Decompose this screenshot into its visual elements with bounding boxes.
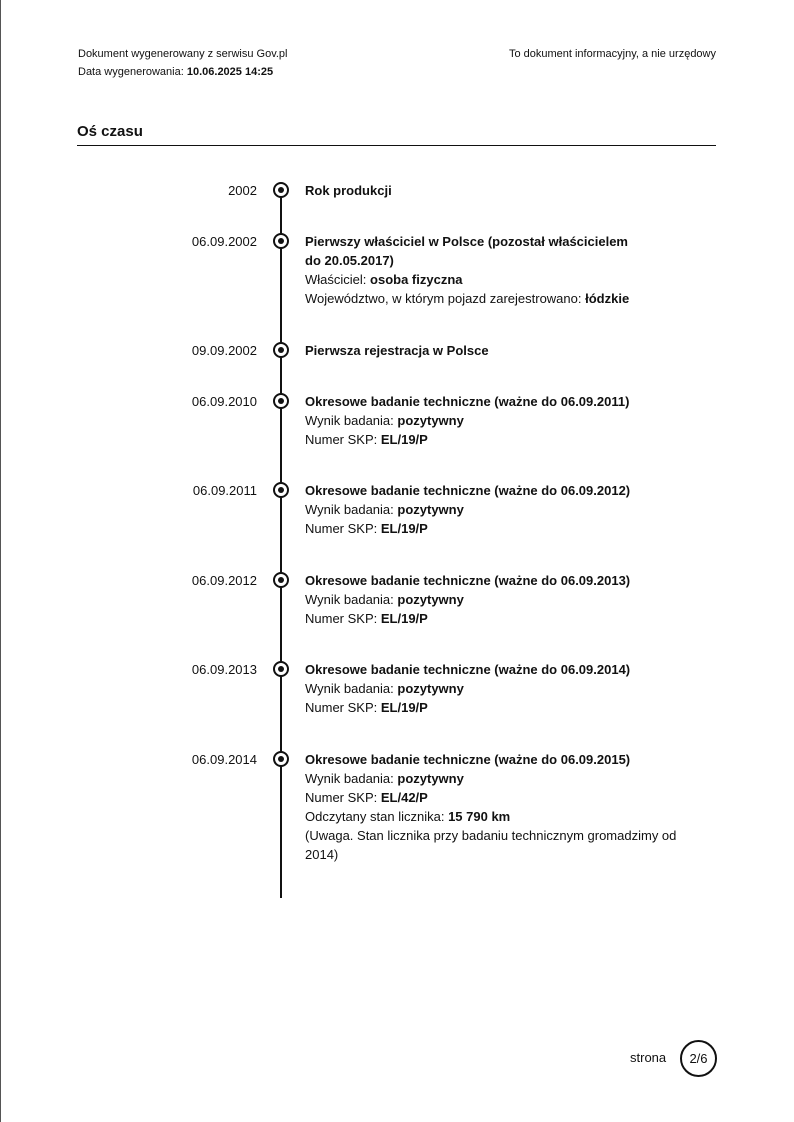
timeline-marker-icon — [273, 661, 289, 677]
event-title: Okresowe badanie techniczne (ważne do 06.09.2015) — [305, 752, 631, 767]
event-title: Rok produkcji — [305, 183, 392, 198]
event-date: 09.09.2002 — [191, 343, 257, 358]
detail-value: EL/42/P — [380, 790, 428, 805]
detail-label: Wynik badania: — [305, 681, 394, 696]
event-title: Okresowe badanie techniczne (ważne do 06.09.2012) — [305, 483, 631, 498]
detail-value: EL/19/P — [380, 521, 428, 536]
event-detail — [305, 411, 685, 430]
detail-value: pozytywny — [397, 502, 464, 517]
detail-label: Właściciel: — [305, 272, 367, 287]
event-body — [305, 481, 685, 538]
detail-value: łódzkie — [585, 291, 630, 306]
event-date: 2002 — [228, 183, 257, 198]
event-body — [305, 341, 685, 360]
detail-value: pozytywny — [397, 413, 464, 428]
event-body — [305, 392, 685, 449]
event-detail — [305, 590, 685, 609]
event-detail — [305, 519, 685, 538]
event-title: Okresowe badanie techniczne (ważne do 06.09.2014) — [305, 662, 631, 677]
event-detail — [305, 788, 685, 807]
timeline-marker-icon — [273, 342, 289, 358]
detail-label: Województwo, w którym pojazd zarejestrowano: — [305, 291, 582, 306]
detail-label: Numer SKP: — [305, 432, 378, 447]
generation-date — [78, 63, 288, 81]
event-title: Okresowe badanie techniczne (ważne do 06.09.2013) — [305, 573, 631, 588]
detail-value: 15 790 km — [448, 809, 511, 824]
event-detail — [305, 609, 685, 628]
event-body — [305, 660, 685, 717]
detail-label: Wynik badania: — [305, 413, 394, 428]
event-title: Pierwszy właściciel w Polsce (pozostał właścicielem do 20.05.2017) — [305, 234, 628, 268]
timeline-marker-icon — [273, 751, 289, 767]
generation-date-label: Data wygenerowania: — [78, 66, 184, 78]
event-body — [305, 181, 685, 200]
event-date: 06.09.2013 — [191, 662, 257, 677]
page-label: strona — [630, 1050, 667, 1065]
detail-value: osoba fizyczna — [370, 272, 463, 287]
detail-value: EL/19/P — [380, 700, 428, 715]
timeline-marker-icon — [273, 393, 289, 409]
detail-value: EL/19/P — [380, 611, 428, 626]
event-date: 06.09.2012 — [191, 573, 257, 588]
detail-label: Odczytany stan licznika: — [305, 809, 445, 824]
event-detail — [305, 289, 685, 308]
event-detail — [305, 270, 685, 289]
event-title: Okresowe badanie techniczne (ważne do 06.09.2011) — [305, 394, 630, 409]
event-detail — [305, 807, 685, 826]
section-divider — [77, 145, 716, 146]
detail-value: pozytywny — [397, 592, 464, 607]
generation-date-value: 10.06.2025 14:25 — [186, 66, 274, 78]
detail-value: pozytywny — [397, 681, 464, 696]
timeline-marker-icon — [273, 182, 289, 198]
odometer-note: (Uwaga. Stan licznika przy badaniu technicznym gromadzimy od 2014) — [305, 828, 677, 862]
event-detail — [305, 430, 685, 449]
detail-label: Wynik badania: — [305, 592, 394, 607]
event-detail — [305, 679, 685, 698]
timeline-marker-icon — [273, 572, 289, 588]
detail-label: Wynik badania: — [305, 502, 394, 517]
event-body — [305, 750, 685, 864]
detail-label: Numer SKP: — [305, 611, 378, 626]
header-left — [78, 45, 288, 81]
event-title: Pierwsza rejestracja w Polsce — [305, 343, 489, 358]
detail-label: Wynik badania: — [305, 771, 394, 786]
event-date: 06.09.2002 — [191, 234, 257, 249]
detail-label: Numer SKP: — [305, 700, 378, 715]
event-date: 06.09.2011 — [192, 483, 257, 498]
timeline-marker-icon — [273, 233, 289, 249]
page-number: 2/6 — [689, 1051, 708, 1066]
event-body — [305, 571, 685, 628]
event-detail — [305, 500, 685, 519]
event-date: 06.09.2010 — [191, 394, 257, 409]
event-body — [305, 232, 685, 308]
timeline-line — [280, 188, 282, 898]
page-number-badge — [680, 1040, 717, 1077]
event-detail — [305, 698, 685, 717]
page-edge — [0, 0, 1, 1122]
disclaimer-text: To dokument informacyjny, a nie urzędowy — [508, 48, 716, 60]
section-title: Oś czasu — [77, 123, 143, 140]
event-date: 06.09.2014 — [191, 752, 257, 767]
detail-label: Numer SKP: — [305, 521, 378, 536]
generated-from-text: Dokument wygenerowany z serwisu Gov.pl — [78, 48, 288, 60]
detail-value: EL/19/P — [380, 432, 428, 447]
detail-value: pozytywny — [397, 771, 464, 786]
event-detail — [305, 769, 685, 788]
detail-label: Numer SKP: — [305, 790, 378, 805]
timeline-marker-icon — [273, 482, 289, 498]
